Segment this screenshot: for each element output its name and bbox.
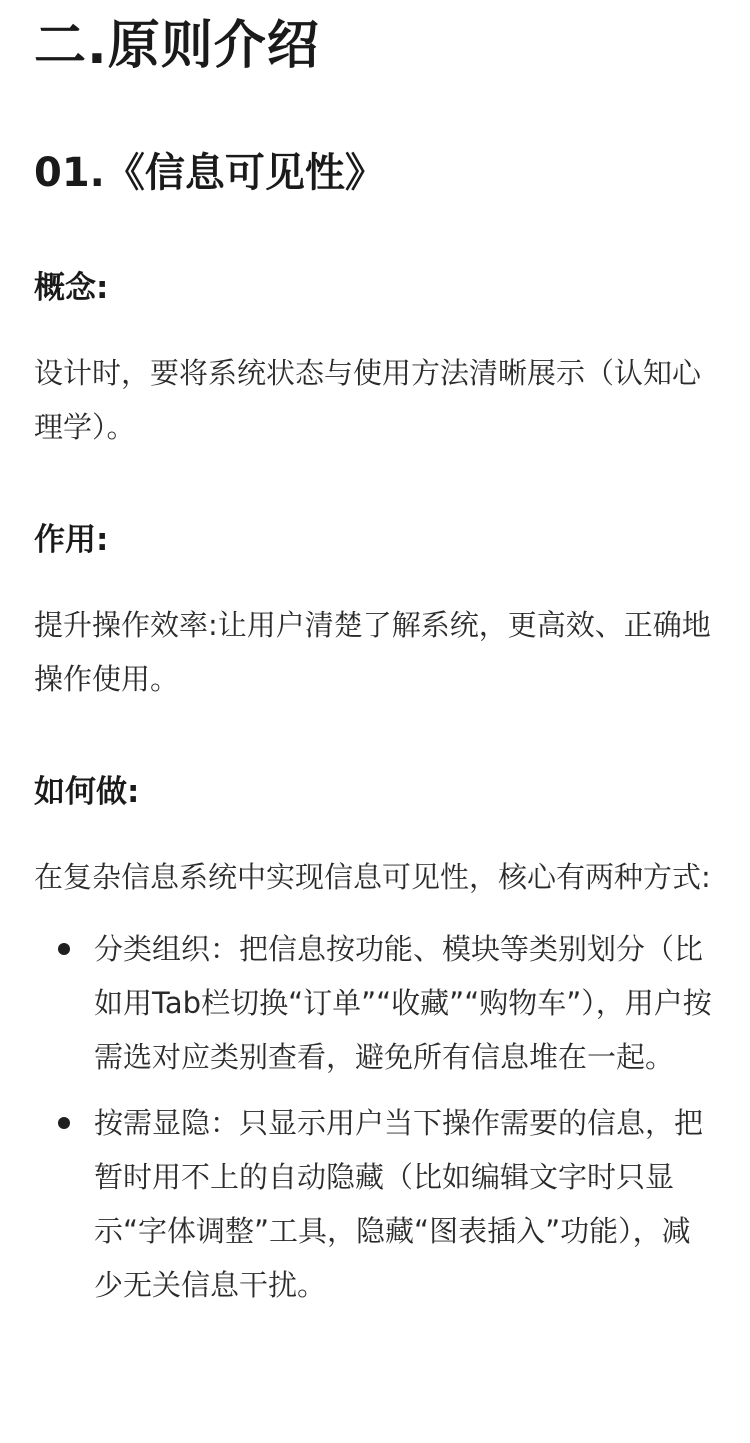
bullet-icon — [58, 1117, 70, 1129]
list-item — [34, 922, 716, 1084]
concept-text: 设计时，要将系统状态与使用方法清晰展示（认知心理学）。 — [34, 356, 702, 444]
principle-title: 01.《信息可见性》 — [34, 150, 385, 196]
how-list — [34, 922, 716, 1312]
article — [34, 0, 716, 1443]
bullet-icon — [58, 943, 70, 955]
list-item-text: 分类组织：把信息按功能、模块等类别划分（比如用Tab栏切换“订单”“收藏”“购物车”），用户按需选对应类别查看，避免所有信息堆在一起。 — [94, 932, 712, 1074]
section-title: 二.原则介绍 — [34, 16, 320, 76]
concept-heading: 概念: — [34, 270, 109, 306]
how-intro: 在复杂信息系统中实现信息可见性，核心有两种方式: — [34, 860, 711, 894]
how-heading: 如何做: — [34, 774, 140, 810]
effect-text: 提升操作效率:让用户清楚了解系统，更高效、正确地操作使用。 — [34, 608, 711, 696]
effect-heading: 作用: — [34, 522, 109, 558]
list-item — [34, 1096, 716, 1312]
list-item-text: 按需显隐：只显示用户当下操作需要的信息，把暂时用不上的自动隐藏（比如编辑文字时只显示“字体调整”工具，隐藏“图表插入”功能），减少无关信息干扰。 — [94, 1106, 704, 1302]
